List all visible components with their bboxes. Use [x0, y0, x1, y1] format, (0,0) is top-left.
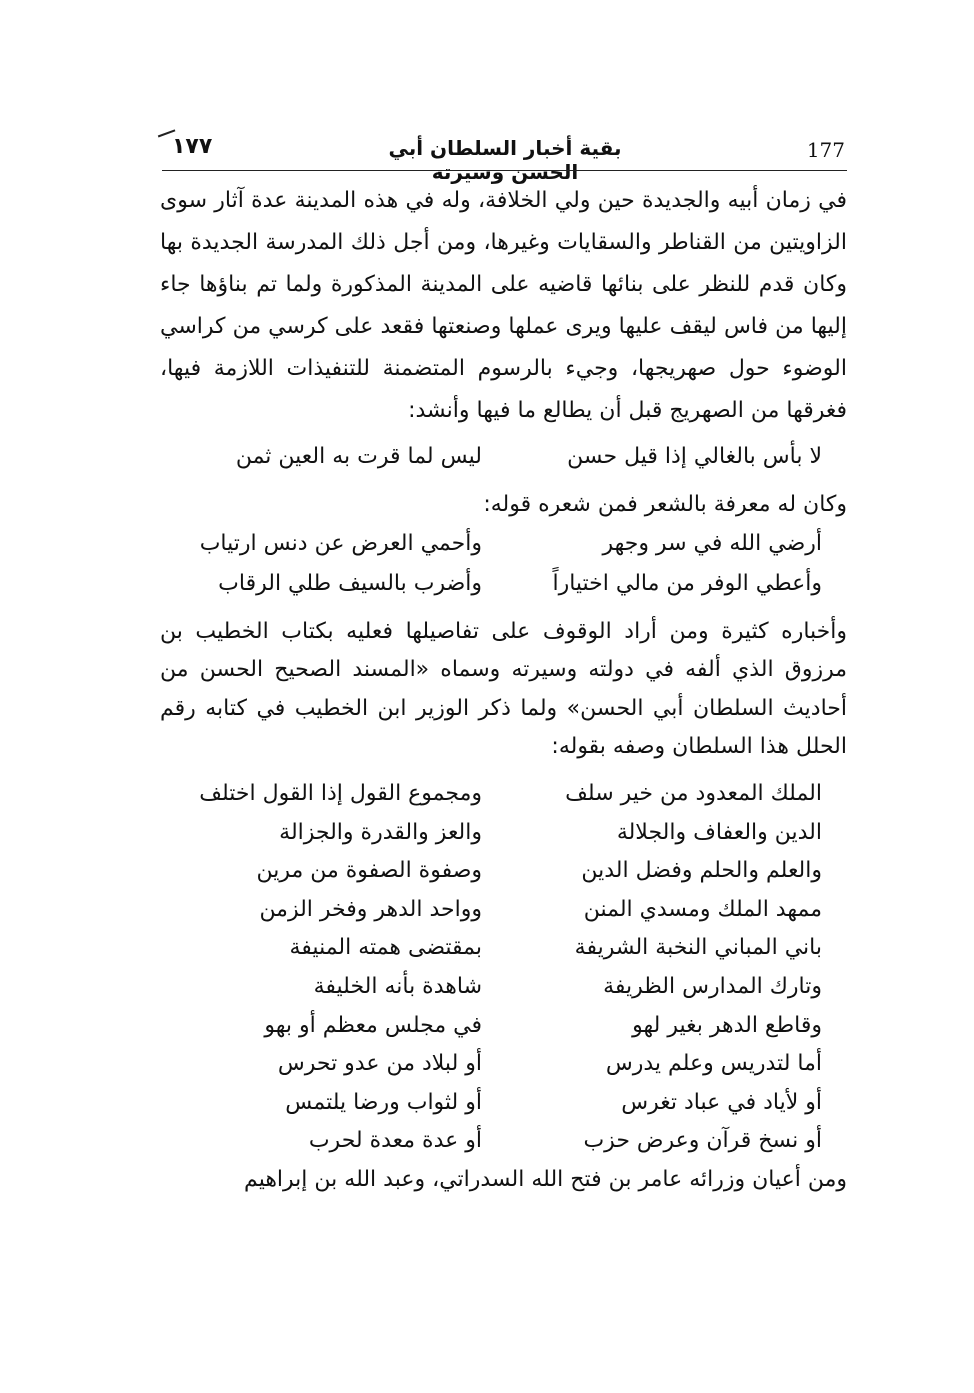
verse-first-hemistich: أو لأياد في عباد تغرس: [621, 1089, 822, 1115]
verse-line: [160, 1045, 847, 1084]
verse-first-hemistich: والعلم والحلم وفضل الدين: [581, 858, 822, 884]
paragraph-3: وأخباره كثيرة ومن أراد الوقوف على تفاصيلها فعليه بكتاب الخطيب بن مرزوق الذي ألفه في دولته وسيرته وسماه «المسند الصحيح الحسن من أحاديث السلطان أبي الحسن» ولما ذكر الوزير ابن الخطيب في كتابه رقم الحلل هذا السلطان وصفه بقوله:: [160, 618, 847, 760]
verse-second-hemistich: بمقتضى همته المنيفة: [289, 935, 482, 961]
paragraph-4: ومن أعيان وزرائه عامر بن فتح الله السدراتي، وعبد الله بن إبراهيم: [244, 1166, 847, 1192]
verse-first-hemistich: وأعطي الوفر من مالي اختياراً: [552, 570, 822, 596]
page-number-latin: 177: [806, 138, 845, 162]
verse-block-1: [160, 438, 847, 486]
verse-second-hemistich: أو عدة معدة لحرب: [308, 1128, 482, 1154]
verse-line: [160, 775, 847, 814]
verse-first-hemistich: باني المباني النخبة الشريفة: [574, 935, 822, 961]
verse-second-hemistich: وأضرب بالسيف طلي الرقاب: [218, 570, 482, 596]
verse-first-hemistich: أرضي الله في سر وجهر: [602, 530, 822, 556]
verse-second-hemistich: في مجلس معظم أو بهو: [264, 1012, 482, 1038]
verse-line: [160, 891, 847, 930]
header-rule: [162, 170, 847, 171]
verse-second-hemistich: أو لبلاد من عدو تحرس: [277, 1051, 482, 1077]
verse-first-hemistich: ممهد الملك ومسدي المنن: [583, 896, 822, 922]
verse-first-hemistich: الدين والعفاف والجلالة: [616, 819, 822, 845]
verse-second-hemistich: ليس لما قرت به العين ثمن: [235, 444, 482, 469]
body-text: [160, 180, 847, 1200]
verse-first-hemistich: لا بأس بالغالي إذا قيل حسن: [567, 444, 822, 469]
verse-first-hemistich: أما لتدريس وعلم يدرس: [605, 1051, 822, 1077]
verse-line: [160, 1122, 847, 1161]
verse-second-hemistich: والعز والقدرة والجزالة: [279, 819, 482, 845]
paragraph-2: وكان له معرفة بالشعر فمن شعره قوله:: [483, 492, 847, 517]
verse-first-hemistich: وتارك المدارس الظريفة: [603, 973, 822, 999]
page-number-arabic: ١٧٧: [172, 134, 213, 159]
verse-second-hemistich: وأحمي العرض عن دنس ارتياب: [199, 530, 482, 556]
verse-first-hemistich: الملك المعدود من خير سلف: [565, 780, 822, 806]
paragraph-1: في زمان أبيه والجديدة حين ولي الخلافة، وله في هذه المدينة عدة آثار سوى الزاويتين من القناطر والسقايات وغيرها، ومن أجل ذلك المدرسة الجديدة بها وكان قدم للنظر على بنائها قاضيه على المدينة المذكورة ولما تم بناؤها جاء إليها من فاس ليقف عليها ويرى عملها وصنعتها فقعد على كرسي من كراسي الوضوء حول صهريجها، وجيء بالرسوم المتضمنة للتنفيذات اللازمة فيها، فغرقها من الصهريج قبل أن يطالع ما فيها وأنشد:: [160, 188, 847, 423]
verse-second-hemistich: وصفوة الصفوة من مرين: [256, 858, 482, 884]
verse-line: [160, 852, 847, 891]
verse-line: [160, 1084, 847, 1123]
verse-line: [160, 814, 847, 853]
verse-line: [160, 565, 847, 605]
verse-second-hemistich: ومجموع القول إذا القول اختلف: [199, 780, 482, 806]
verse-second-hemistich: أو لثواب ورضا يلتمس: [285, 1089, 482, 1115]
running-title: بقية أخبار السلطان أبي الحسن وسيرته: [388, 136, 622, 184]
verse-line: [160, 525, 847, 565]
verse-block-2: [160, 525, 847, 605]
verse-block-3: [160, 775, 847, 1161]
verse-second-hemistich: شاهدة بأنه الخليفة: [313, 973, 482, 999]
verse-second-hemistich: وواحد الدهر وفخر الزمن: [259, 896, 482, 922]
page-header: [160, 130, 845, 184]
verse-line: [160, 968, 847, 1007]
verse-first-hemistich: وقاطع الدهر بغير لهو: [632, 1012, 822, 1038]
verse-line: [160, 1007, 847, 1046]
verse-line: [160, 438, 847, 475]
verse-first-hemistich: أو نسخ قرآن وعرض حزب: [583, 1128, 822, 1154]
verse-line: [160, 929, 847, 968]
